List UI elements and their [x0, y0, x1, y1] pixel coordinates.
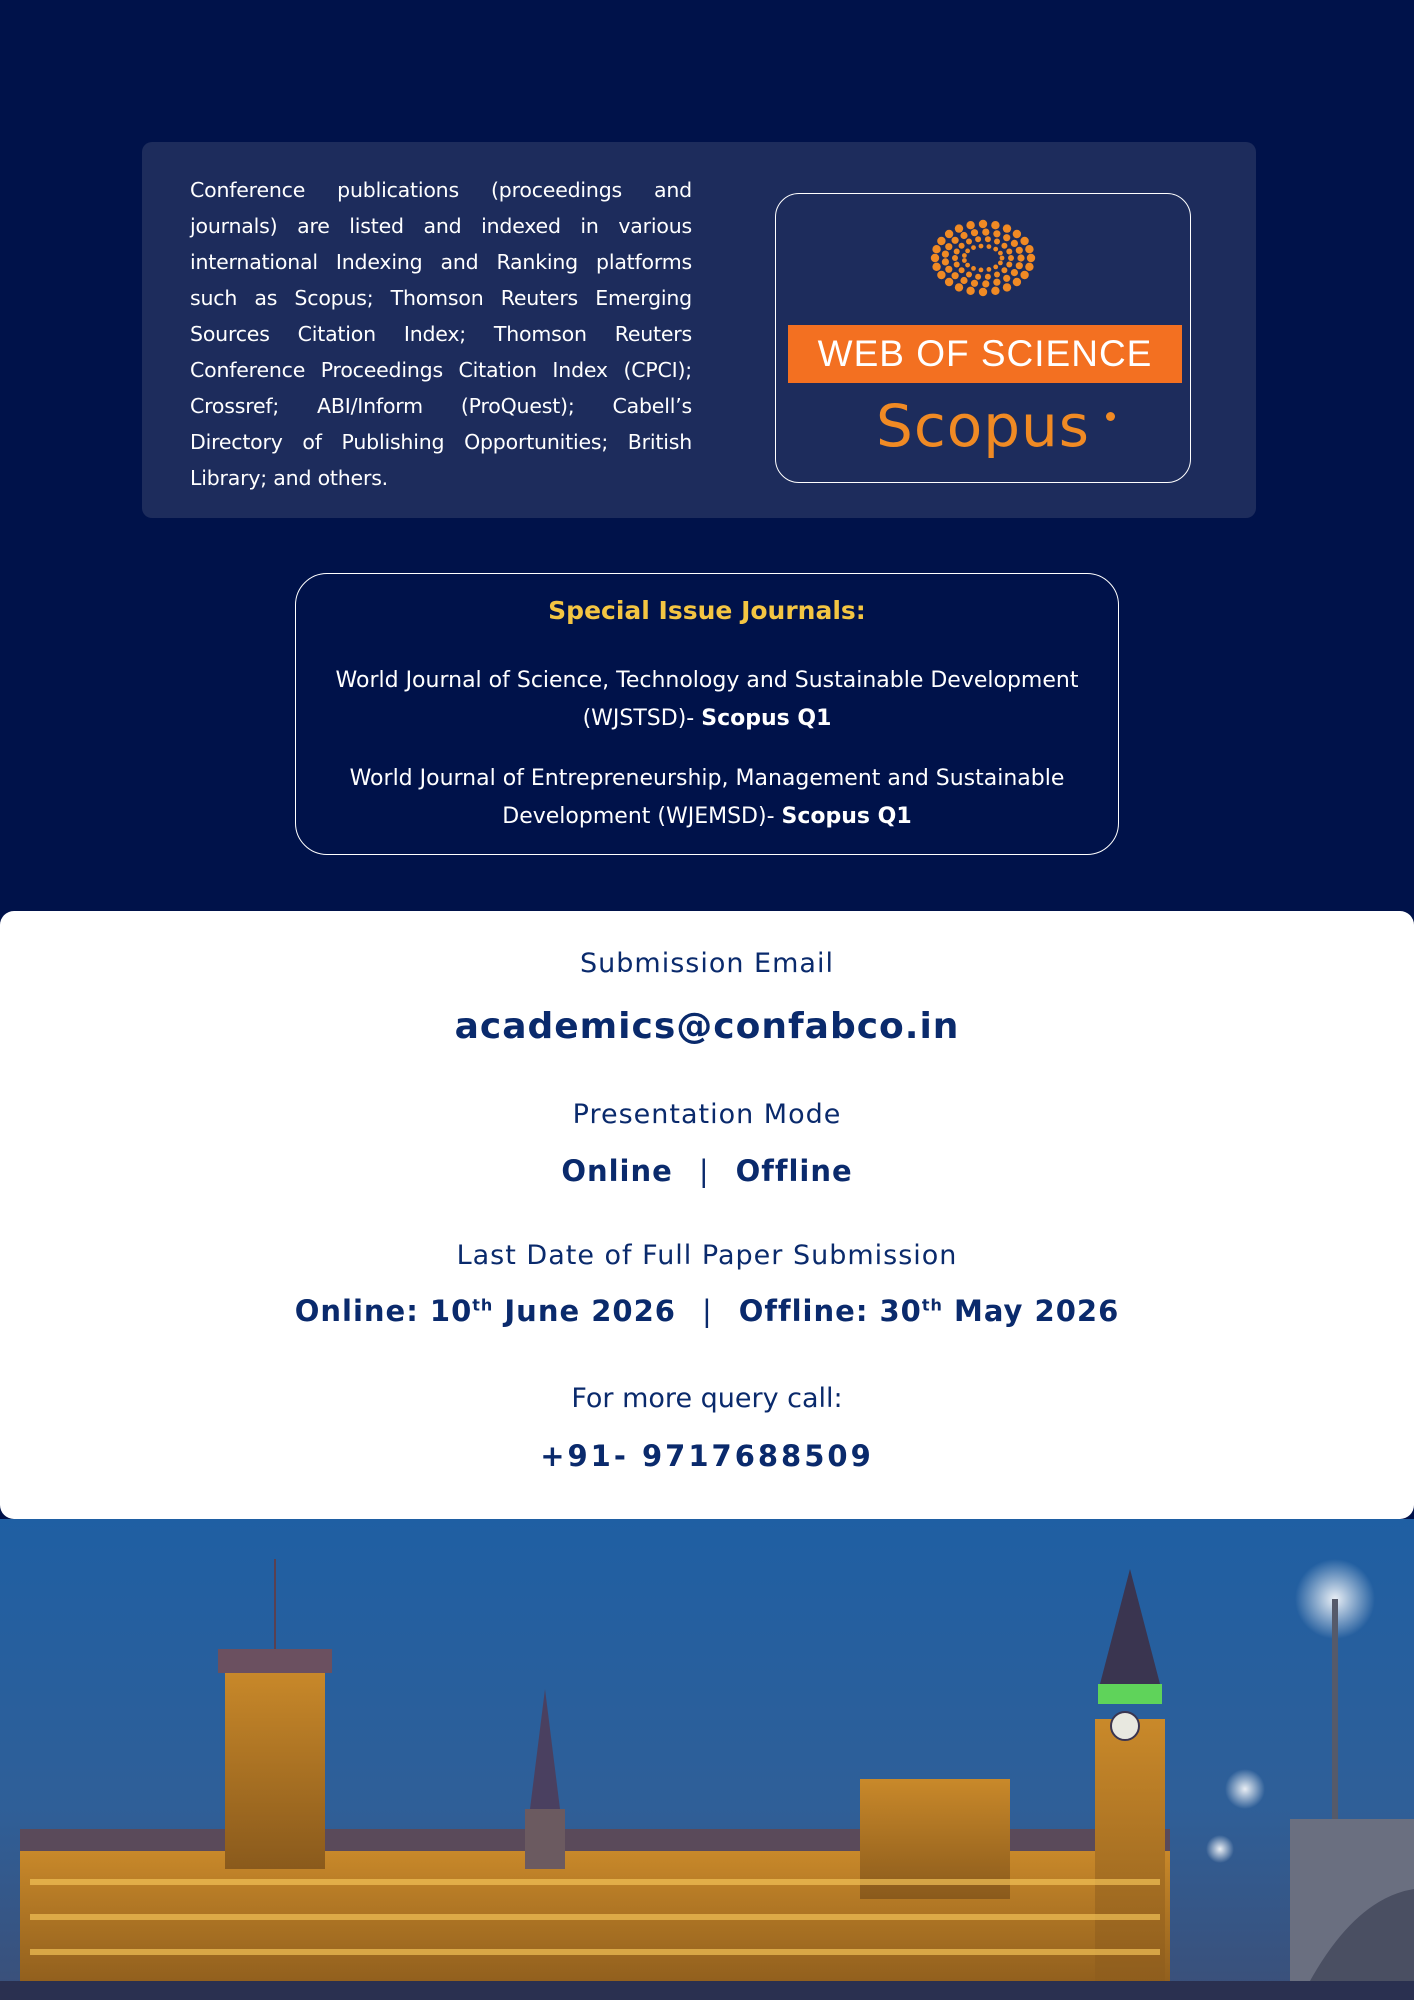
emblem-dot [1003, 234, 1010, 241]
top-section [0, 0, 1414, 950]
emblem-dot [993, 230, 1000, 237]
deadline-separator: | [701, 1294, 713, 1328]
emblem-dot [998, 251, 1003, 256]
emblem-dot [954, 249, 960, 255]
emblem-dot [1006, 262, 1012, 268]
web-of-science-emblem-icon [776, 194, 1190, 324]
deadline-online-day: Online: 10 [294, 1294, 473, 1328]
phone-number[interactable]: +91- 9717688509 [540, 1439, 874, 1473]
deadline-values [0, 1294, 1414, 1328]
emblem-dot [960, 232, 967, 239]
emblem-dot [966, 272, 972, 278]
emblem-dot [952, 237, 959, 244]
journal-name: World Journal of Science, Technology and Sustainable Development (WJSTSD)- [335, 668, 1079, 731]
indexing-card [142, 142, 1256, 518]
emblem-dot [1008, 255, 1014, 261]
emblem-dot [991, 221, 999, 229]
emblem-dot [987, 244, 992, 249]
emblem-dot [952, 255, 958, 261]
deadline-online [295, 1294, 676, 1328]
emblem-dot [993, 265, 998, 270]
emblem-dot [982, 229, 989, 236]
emblem-dot [987, 267, 992, 272]
emblem-dot [959, 267, 965, 273]
emblem-dot [966, 287, 974, 295]
emblem-dot [952, 272, 959, 279]
emblem-dot [1025, 245, 1033, 253]
emblem-dot [994, 272, 1000, 278]
emblem-dot [959, 243, 965, 249]
emblem-dot [931, 254, 939, 262]
emblem-dot [985, 236, 991, 242]
mode-offline: Offline [735, 1154, 853, 1188]
emblem-dot [1003, 283, 1011, 291]
emblem-dot [971, 229, 978, 236]
emblem-dot [1013, 230, 1021, 238]
emblem-dot [945, 243, 952, 250]
emblem-dot [965, 263, 970, 268]
presentation-mode-label: Presentation Mode [572, 1099, 842, 1130]
emblem-dot [1011, 240, 1018, 247]
emblem-dot [1013, 278, 1021, 286]
emblem-dot [954, 262, 960, 268]
emblem-dot [1020, 237, 1028, 245]
emblem-dot [979, 220, 987, 228]
emblem-dot [942, 258, 949, 265]
emblem-dot [971, 245, 976, 250]
query-label: For more query call: [571, 1383, 843, 1414]
emblem-dot [979, 244, 984, 249]
journal-item-wjemsd [326, 760, 1088, 836]
emblem-dot [937, 237, 945, 245]
emblem-dot [971, 266, 976, 271]
emblem-dot [942, 251, 949, 258]
special-issue-box [295, 573, 1119, 855]
emblem-dot [1000, 256, 1005, 261]
emblem-dot [1016, 247, 1023, 254]
deadline-label: Last Date of Full Paper Submission [456, 1240, 958, 1271]
emblem-dot [1003, 224, 1011, 232]
submission-email-label: Submission Email [580, 948, 834, 979]
emblem-dot [1001, 267, 1007, 273]
journal-name: World Journal of Entrepreneurship, Management and Sustainable Development (WJEMSD)- [349, 766, 1065, 829]
westminster-illustration [0, 1519, 1414, 2000]
indexing-logos [775, 193, 1191, 483]
emblem-dot [966, 239, 972, 245]
deadline-offline-day: Offline: 30 [738, 1294, 922, 1328]
emblem-dot [993, 247, 998, 252]
emblem-dot [966, 221, 974, 229]
emblem-dot [1027, 254, 1035, 262]
presentation-mode-values [0, 1154, 1414, 1188]
emblem-dot [975, 236, 981, 242]
emblem-dot [1001, 243, 1007, 249]
emblem-dot [994, 239, 1000, 245]
emblem-dot [937, 271, 945, 279]
special-issue-title: Special Issue Journals: [548, 596, 866, 625]
emblem-dot [971, 280, 978, 287]
scopus-logo-dot [1106, 412, 1115, 421]
emblem-dot [1020, 271, 1028, 279]
emblem-dot [960, 277, 967, 284]
journal-item-wjstsd [326, 662, 1088, 738]
deadline-offline [739, 1294, 1120, 1328]
emblem-dot [965, 249, 970, 254]
emblem-dot [945, 266, 952, 273]
emblem-dot [991, 287, 999, 295]
emblem-dot [1016, 262, 1023, 269]
emblem-dot [1025, 263, 1033, 271]
parliament-night-photo [0, 1519, 1414, 2000]
journal-rank: Scopus Q1 [781, 804, 912, 829]
journal-rank: Scopus Q1 [701, 706, 832, 731]
emblem-dot [1003, 275, 1010, 282]
emblem-dot [955, 224, 963, 232]
emblem-dot [932, 245, 940, 253]
emblem-dot [945, 278, 953, 286]
indexing-paragraph: Conference publications (proceedings and journals) are listed and indexed in various international Indexing and Ranking platforms such as Scopus; Thomson Reuters Emerging Sources Citation Index; Thomson Reuters Conference Proceedings Citation Index (CPCI); Crossref; ABI/Inform (ProQuest); Cabell’s Directory of Publishing Opportunities; British Library; and others. [190, 178, 692, 490]
emblem-dot [985, 274, 991, 280]
emblem-dot [998, 261, 1003, 266]
emblem-dot [962, 253, 967, 258]
deadline-offline-month: May 2026 [942, 1294, 1120, 1328]
emblem-dot [1017, 254, 1024, 261]
emblem-dot [955, 283, 963, 291]
emblem-dot [945, 230, 953, 238]
details-card [0, 911, 1414, 1519]
emblem-dot [975, 274, 981, 280]
submission-email-link[interactable]: academics@confabco.in [454, 1006, 960, 1047]
web-of-science-logo: WEB OF SCIENCE [788, 325, 1182, 383]
deadline-online-month: June 2026 [493, 1294, 676, 1328]
emblem-dot [932, 263, 940, 271]
emblem-dot [982, 280, 989, 287]
emblem-dot [962, 258, 967, 263]
mode-online: Online [561, 1154, 673, 1188]
mode-separator: | [698, 1154, 710, 1188]
deadline-online-ordinal: th [472, 1295, 494, 1315]
emblem-dot [1011, 269, 1018, 276]
emblem-dot [979, 288, 987, 296]
deadline-offline-ordinal: th [921, 1295, 943, 1315]
emblem-dot [993, 279, 1000, 286]
emblem-dot [1006, 249, 1012, 255]
emblem-dot [979, 268, 984, 273]
scopus-logo: Scopus [876, 392, 1090, 460]
